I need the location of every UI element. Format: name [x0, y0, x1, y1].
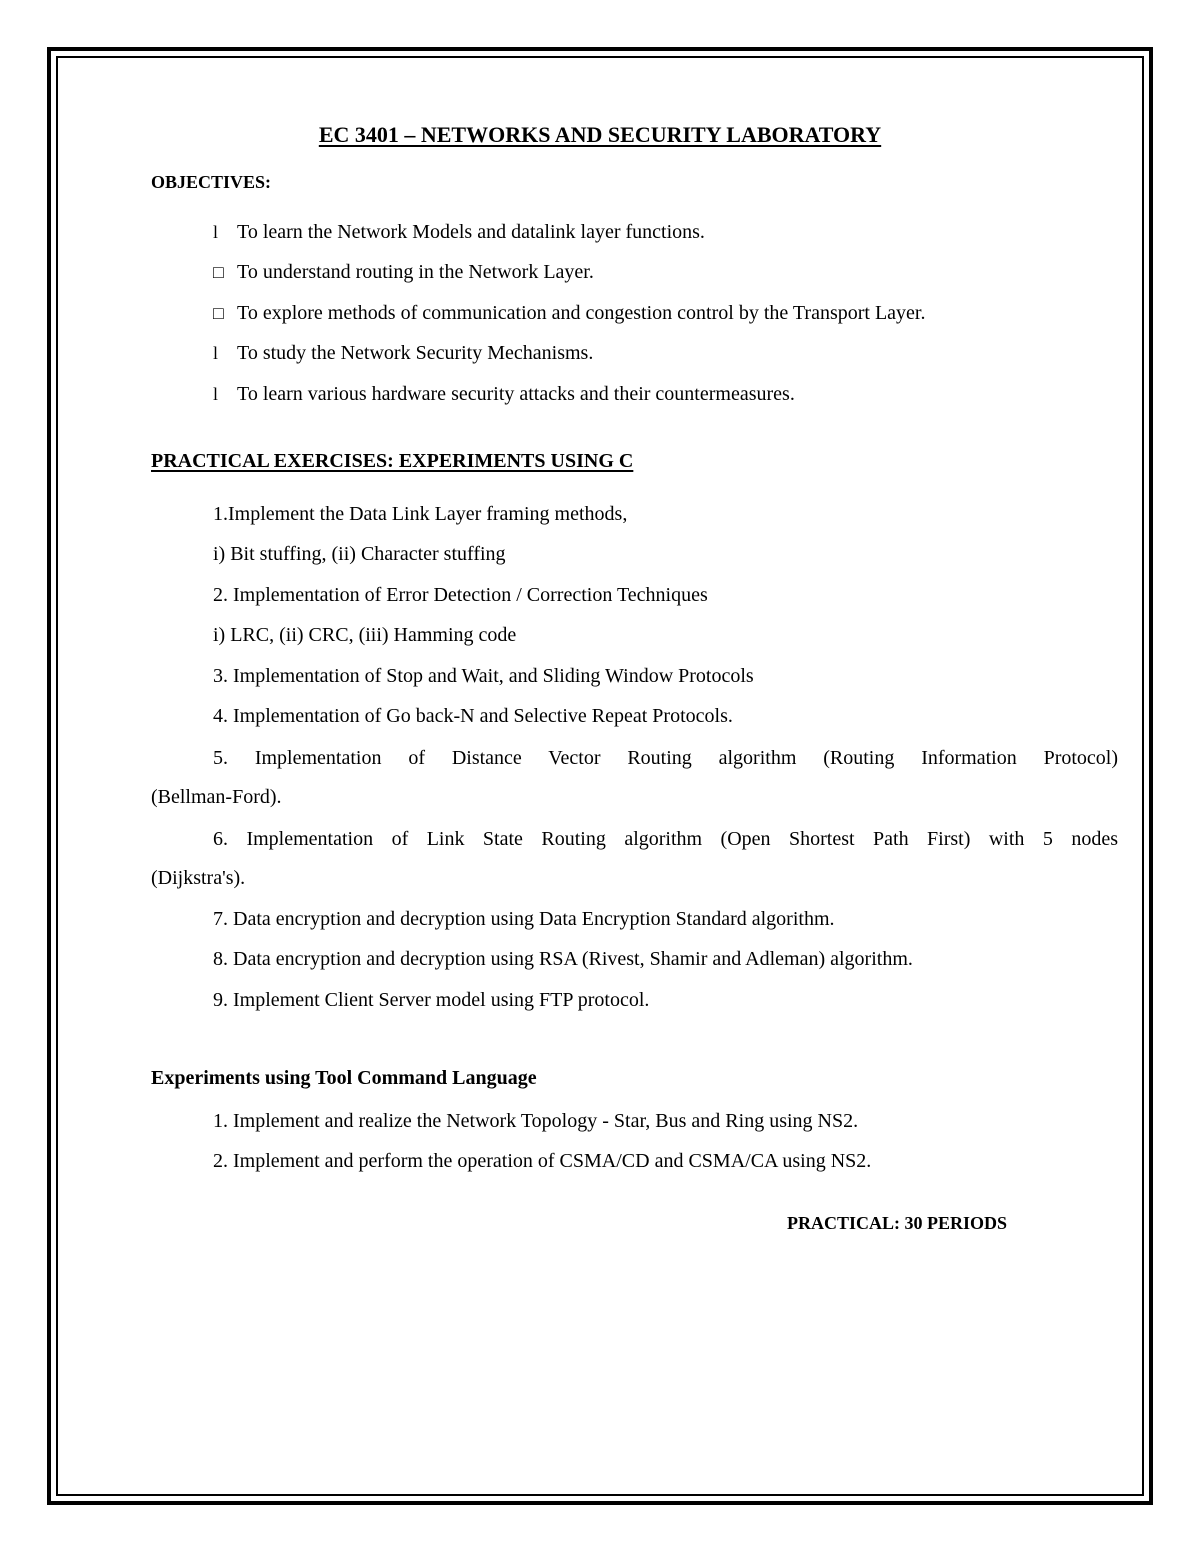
- tcl-experiments-heading: Experiments using Tool Command Language: [151, 1067, 537, 1089]
- objective-text: To learn various hardware security attacks and their countermeasures.: [237, 383, 795, 405]
- objective-text: To understand routing in the Network Layer.: [237, 261, 594, 283]
- experiment-item: 7. Data encryption and decryption using Data Encryption Standard algorithm.: [213, 908, 835, 930]
- experiment-item: 2. Implementation of Error Detection / Correction Techniques: [213, 584, 708, 606]
- experiment-line: 5. Implementation of Distance Vector Routing algorithm (Routing Information Protocol): [213, 747, 1118, 769]
- objective-item: [213, 342, 593, 365]
- experiment-item: 3. Implementation of Stop and Wait, and Sliding Window Protocols: [213, 665, 754, 687]
- experiment-item-wrapped: [151, 819, 1118, 859]
- objective-item: [213, 383, 795, 406]
- bullet-marker: □: [213, 303, 224, 323]
- experiment-item: 4. Implementation of Go back-N and Selective Repeat Protocols.: [213, 705, 733, 727]
- objective-text: To explore methods of communication and congestion control by the Transport Layer.: [237, 302, 926, 324]
- bullet-marker: l: [213, 222, 219, 242]
- bullet-marker: □: [213, 262, 224, 282]
- experiment-subitem: i) Bit stuffing, (ii) Character stuffing: [213, 543, 506, 565]
- tcl-experiment-item: 1. Implement and realize the Network Topology - Star, Bus and Ring using NS2.: [213, 1110, 859, 1132]
- experiment-line: 6. Implementation of Link State Routing algorithm (Open Shortest Path First) with 5 nodes: [213, 828, 1118, 850]
- document-title: EC 3401 – NETWORKS AND SECURITY LABORATORY: [318, 122, 882, 147]
- objective-item: [213, 221, 705, 244]
- practical-exercises-heading: PRACTICAL EXERCISES: EXPERIMENTS USING C: [151, 450, 634, 472]
- bullet-marker: l: [213, 343, 219, 363]
- objective-item: [213, 302, 925, 325]
- objective-text: To learn the Network Models and datalink layer functions.: [237, 221, 705, 243]
- tcl-experiment-item: 2. Implement and perform the operation of CSMA/CD and CSMA/CA using NS2.: [213, 1150, 872, 1172]
- experiment-item-wrapped: [151, 738, 1118, 778]
- objectives-heading: OBJECTIVES:: [151, 172, 272, 192]
- practical-periods-total: PRACTICAL: 30 PERIODS: [787, 1213, 1008, 1233]
- bullet-marker: l: [213, 384, 219, 404]
- experiment-subitem: i) LRC, (ii) CRC, (iii) Hamming code: [213, 624, 517, 646]
- experiment-item: 1.Implement the Data Link Layer framing methods,: [213, 503, 628, 525]
- experiment-item: 9. Implement Client Server model using FTP protocol.: [213, 989, 650, 1011]
- experiment-line-continued: (Bellman-Ford).: [151, 786, 282, 808]
- experiment-line-continued: (Dijkstra's).: [151, 867, 246, 889]
- objective-text: To study the Network Security Mechanisms.: [237, 342, 594, 364]
- experiment-item: 8. Data encryption and decryption using RSA (Rivest, Shamir and Adleman) algorithm.: [213, 948, 913, 970]
- objective-item: [213, 261, 594, 284]
